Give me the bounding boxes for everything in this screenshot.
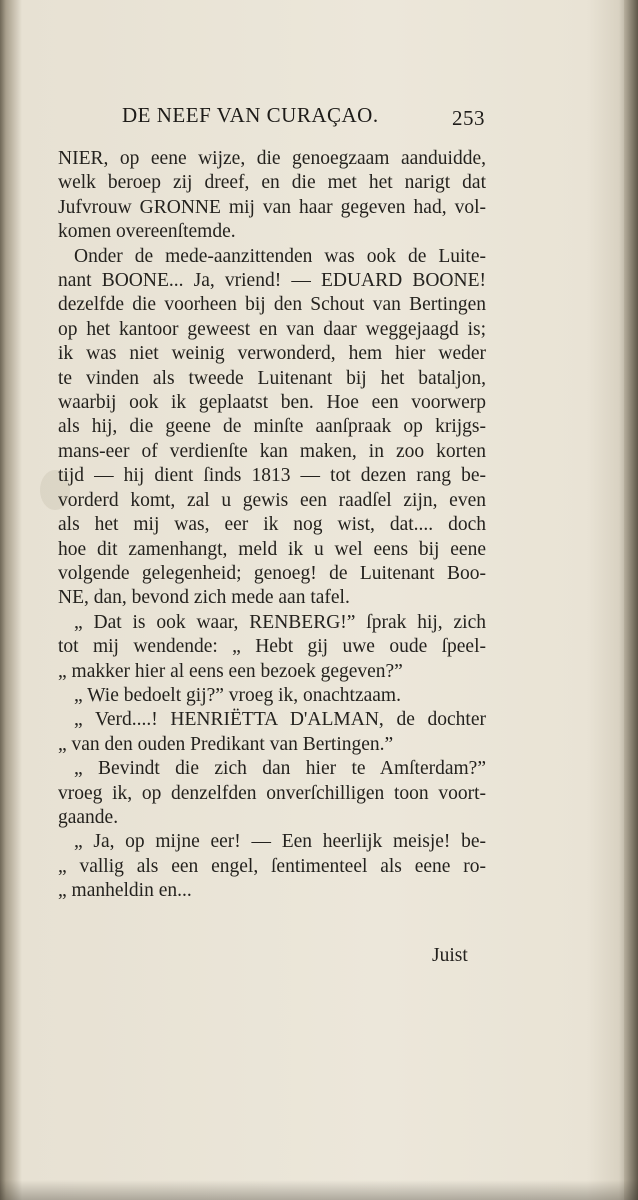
text-line: te vinden als tweede Luitenant bij het bataljon,	[58, 367, 486, 389]
text-line: „ vallig als een engel, ſentimenteel als eene ro-	[58, 855, 486, 877]
text-line: „ Bevindt die zich dan hier te Amſterdam?”	[74, 758, 486, 780]
catchword: Juist	[432, 945, 468, 966]
text-line: komen overeenſtemde.	[58, 221, 236, 243]
text-line: „ Wie bedoelt gij?” vroeg ik, onachtzaam.	[74, 684, 401, 706]
text-line: „ makker hier al eens een bezoek gegeven?”	[58, 660, 403, 682]
text-line: vroeg ik, op denzelfden onverſchilligen toon voort-	[58, 782, 486, 804]
body-text	[58, 147, 486, 904]
text-line: ik was niet weinig verwonderd, hem hier weder	[58, 343, 486, 365]
text-line: „ Dat is ook waar, RENBERG!” ſprak hij, zich	[74, 611, 486, 633]
text-line: „ Ja, op mijne eer! — Een heerlijk meisje! be-	[74, 831, 486, 853]
text-line: gaande.	[58, 806, 119, 828]
text-line: nant BOONE... Ja, vriend! — EDUARD BOONE!	[58, 270, 486, 292]
text-line: op het kantoor geweest en van daar weggejaagd is;	[58, 318, 486, 340]
text-line: vorderd komt, zal u gewis een raadſel zijn, even	[58, 489, 486, 511]
text-line: dezelfde die voorheen bij den Schout van Bertingen	[58, 294, 486, 316]
text-line: waarbij ook ik geplaatst ben. Hoe een voorwerp	[58, 392, 486, 414]
text-line: hoe dit zamenhangt, meld ik u wel eens bij eene	[58, 538, 486, 560]
text-line: volgende gelegenheid; genoeg! de Luitenant Boo-	[58, 562, 486, 584]
page-bottom-shadow	[0, 1180, 638, 1200]
text-line: Onder de mede-aanzittenden was ook de Luite-	[74, 245, 486, 267]
page-edge-shadow	[624, 0, 638, 1200]
text-line: „ Verd....! HENRIËTTA D'ALMAN, de dochter	[74, 709, 486, 731]
text-line: „ manheldin en...	[58, 880, 192, 902]
text-line: „ van den ouden Predikant van Bertingen.”	[58, 733, 394, 755]
text-line: tot mij wendende: „ Hebt gij uwe oude ſpeel-	[58, 636, 486, 658]
text-line: welk beroep zij dreef, en die met het narigt dat	[58, 172, 486, 194]
text-line: mans-eer of verdienſte kan maken, in zoo korten	[58, 440, 486, 462]
text-line: als het mij was, eer ik nog wist, dat.... doch	[58, 514, 486, 536]
page-number: 253	[452, 106, 485, 130]
text-line: tijd — hij dient ſinds 1813 — tot dezen rang be-	[58, 465, 486, 487]
text-line: als hij, die geene de minſte aanſpraak op krijgs-	[58, 416, 486, 438]
running-title: DE NEEF VAN CURAÇAO.	[122, 103, 379, 127]
text-line: NIER, op eene wijze, die genoegzaam aanduidde,	[58, 148, 486, 169]
text-line: NE, dan, bevond zich mede aan tafel.	[58, 587, 350, 609]
text-line: Jufvrouw GRONNE mij van haar gegeven had, vol-	[58, 196, 486, 218]
